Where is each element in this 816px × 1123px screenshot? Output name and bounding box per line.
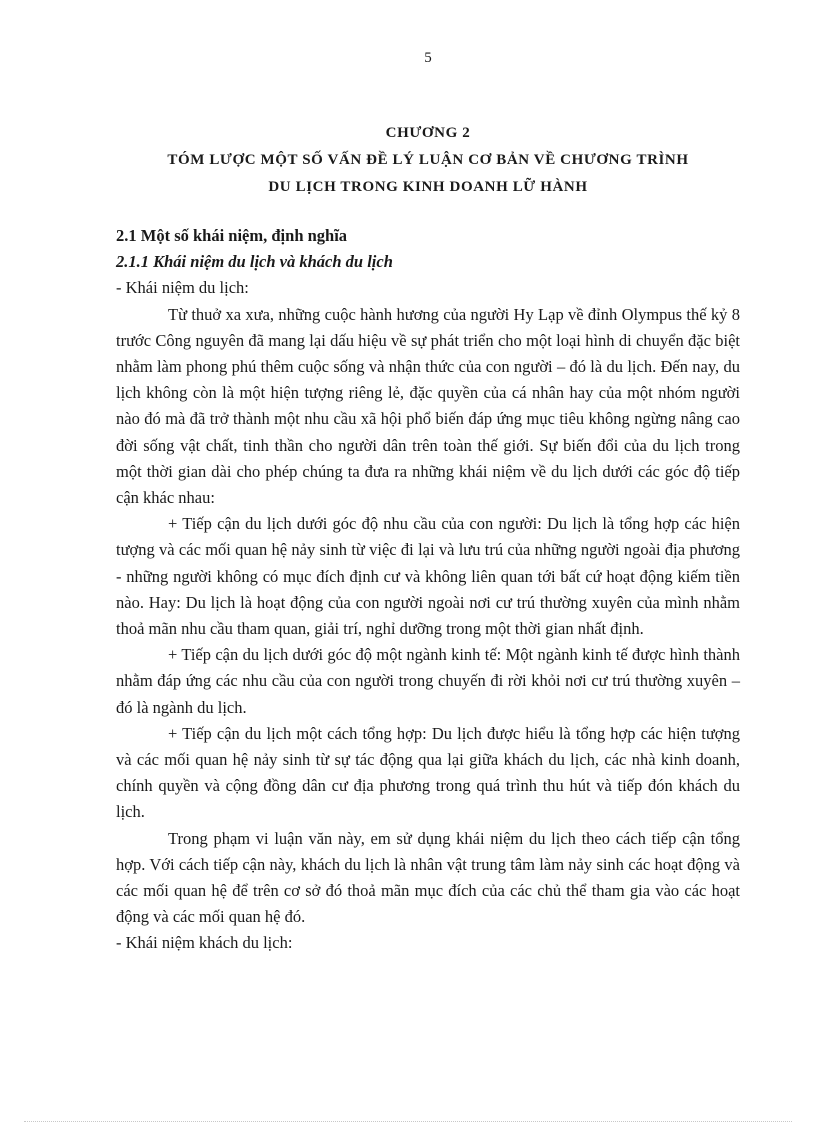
paragraph-approach-economic: + Tiếp cận du lịch dưới góc độ một ngành kinh tế: Một ngành kinh tế được hình thành nhằm đáp ứng các nhu cầu của con người trong chuyến đi rời khỏi nơi cư trú thường xuyên – đó là ngành du lịch. [116,645,740,717]
page-bottom-divider [24,1121,792,1122]
page-number: 5 [424,50,432,66]
subsection-title: 2.1.1 Khái niệm du lịch và khách du lịch [116,252,393,272]
paragraph-approach-comprehensive: + Tiếp cận du lịch một cách tổng hợp: Du lịch được hiểu là tổng hợp các hiện tượng và các mối quan hệ nảy sinh từ sự tác động qua lại giữa khách du lịch, các nhà kinh doanh, chính quyền và cộng đồng dân cư địa phương trong quá trình thu hút và tiếp đón khách du lịch. [116,723,740,822]
paragraph-history: Từ thuở xa xưa, những cuộc hành hương của người Hy Lạp về đỉnh Olympus thế kỷ 8 trước Công nguyên đã mang lại dấu hiệu về sự phát triển cho một loại hình di chuyển đặc biệt nhằm làm phong phú thêm cuộc sống và nhận thức của con người – đó là du lịch. Đến nay, du lịch không còn là một hiện tượng riêng lẻ, đặc quyền của cá nhân hay của một nhóm người nào đó mà đã trở thành một nhu cầu xã hội phổ biến đáp ứng mục tiêu không ngừng nâng cao đời sống vật chất, tinh thần cho người dân trên toàn thế giới. Sự biến đổi của du lịch trong một thời gian dài cho phép chúng ta đưa ra những khái niệm về du lịch dưới các góc độ tiếp cận khác nhau: [116,304,740,508]
chapter-heading [0,120,816,201]
document-body [116,223,740,957]
chapter-title-line-1: TÓM LƯỢC MỘT SỐ VẤN ĐỀ LÝ LUẬN CƠ BẢN VỀ CHƯƠNG TRÌNH [167,152,689,168]
chapter-label: CHƯƠNG 2 [385,125,471,141]
paragraph-approach-needs: + Tiếp cận du lịch dưới góc độ nhu cầu của con người: Du lịch là tổng hợp các hiện tượng và các mối quan hệ nảy sinh từ việc đi lại và lưu trú của những người ngoài địa phương - những người không có mục đích định cư và không liên quan tới bất cứ hoạt động kiếm tiền nào. Hay: Du lịch là hoạt động của con người ngoài nơi cư trú thường xuyên của mình nhằm thoả mãn nhu cầu tham quan, giải trí, nghỉ dưỡng trong một thời gian nhất định. [116,514,740,639]
paragraph-scope: Trong phạm vi luận văn này, em sử dụng khái niệm du lịch theo cách tiếp cận tổng hợp. Với cách tiếp cận này, khách du lịch là nhân vật trung tâm làm nảy sinh các hoạt động và các mối quan hệ để trên cơ sở đó thoả mãn mục đích của các chủ thể tham gia vào các hoạt động và các mối quan hệ đó. [116,828,740,927]
section-title: 2.1 Một số khái niệm, định nghĩa [116,226,348,245]
chapter-title-line-2: DU LỊCH TRONG KINH DOANH LỮ HÀNH [268,179,588,195]
list-item-tourism-concept: - Khái niệm du lịch: [116,278,249,298]
list-item-tourist-concept: - Khái niệm khách du lịch: [116,933,293,953]
